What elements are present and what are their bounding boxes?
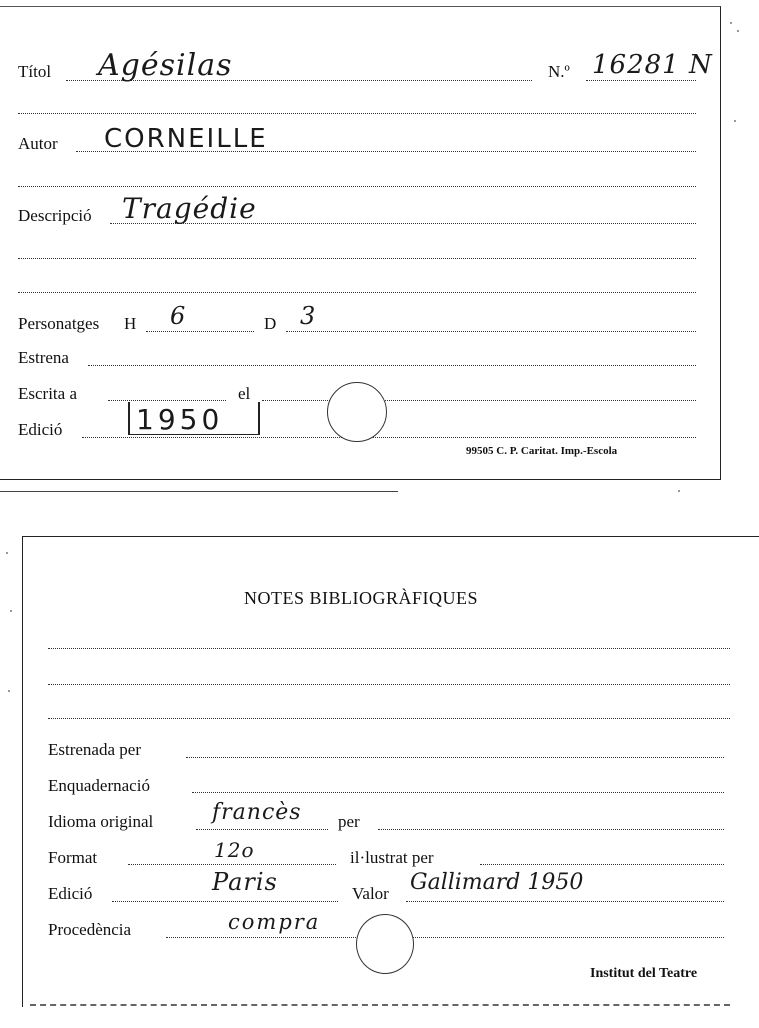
descripcio-value: Tragédie [122, 192, 257, 225]
escrita-el-dotted-line [262, 400, 696, 401]
procedencia-dotted-line [166, 937, 724, 938]
back-edicio-dotted-line [112, 901, 338, 902]
format-label: Format [48, 848, 98, 867]
back-edicio-value: Paris [212, 868, 278, 896]
scan-speck [8, 690, 10, 692]
autor-label: Autor [18, 134, 58, 153]
idioma-label: Idioma original [48, 812, 154, 831]
numero-label: N.º [548, 62, 570, 81]
notes-heading: NOTES BIBLIOGRÀFIQUES [244, 588, 479, 608]
idioma-per-label: per [338, 812, 360, 831]
escrita-el-label: el [238, 384, 251, 403]
estrenada-label: Estrenada per [48, 740, 141, 759]
printer-line: 99505 C. P. Caritat. Imp.-Escola [466, 445, 618, 457]
scan-speck [737, 30, 739, 32]
escrita-dotted-line [108, 400, 226, 401]
idioma-per-dotted-line [378, 829, 724, 830]
personatges-d-value: 3 [300, 302, 317, 330]
estrenada-dotted-line [186, 757, 724, 758]
blank-dotted-line [48, 718, 730, 719]
scan-speck [734, 120, 736, 122]
format-value: 12o [214, 838, 255, 862]
numero-dotted-line [586, 80, 696, 81]
blank-dotted-line [48, 684, 730, 685]
personatges-h-label: H [124, 314, 137, 333]
institution-label: Institut del Teatre [590, 966, 698, 981]
idioma-value: francès [212, 800, 302, 825]
enquadernacio-dotted-line [192, 792, 724, 793]
idioma-dotted-line [196, 829, 328, 830]
numero-value: 16281 N [592, 50, 713, 80]
estrena-label: Estrena [18, 348, 69, 367]
descripcio-label: Descripció [18, 206, 92, 225]
personatges-h-dotted-line [146, 331, 254, 332]
valor-label: Valor [352, 884, 389, 903]
edicio-dotted-line [82, 437, 696, 438]
back-edicio-label: Edició [48, 884, 93, 903]
format-dotted-line [128, 864, 336, 865]
titol-label: Títol [18, 62, 52, 81]
edicio-label: Edició [18, 420, 63, 439]
scan-speck [678, 490, 680, 492]
procedencia-label: Procedència [48, 920, 132, 939]
blank-dotted-line [18, 186, 696, 187]
personatges-label: Personatges [18, 314, 100, 333]
valor-value: Gallimard 1950 [410, 870, 584, 895]
edicio-value: 1950 [136, 403, 224, 436]
estrena-dotted-line [88, 365, 696, 366]
personatges-d-label: D [264, 314, 277, 333]
valor-dotted-line [406, 901, 724, 902]
autor-value: CORNEILLE [104, 124, 268, 154]
scan-speck [10, 610, 12, 612]
separator-line [0, 491, 398, 492]
format-il-dotted-line [480, 864, 724, 865]
blank-dotted-line [18, 113, 696, 114]
titol-value: Agésilas [98, 48, 233, 83]
blank-dotted-line [48, 648, 730, 649]
blank-dotted-line [18, 292, 696, 293]
stamp-circle [327, 382, 387, 442]
personatges-d-dotted-line [286, 331, 696, 332]
blank-dotted-line [18, 258, 696, 259]
scan-speck [730, 22, 732, 24]
personatges-h-value: 6 [170, 302, 187, 330]
format-il-label: il·lustrat per [350, 848, 434, 867]
bottom-edge [30, 1004, 730, 1006]
procedencia-value: compra [228, 910, 321, 934]
escrita-label: Escrita a [18, 384, 77, 403]
enquadernacio-label: Enquadernació [48, 776, 150, 795]
scan-speck [6, 552, 8, 554]
stamp-circle [356, 914, 414, 974]
